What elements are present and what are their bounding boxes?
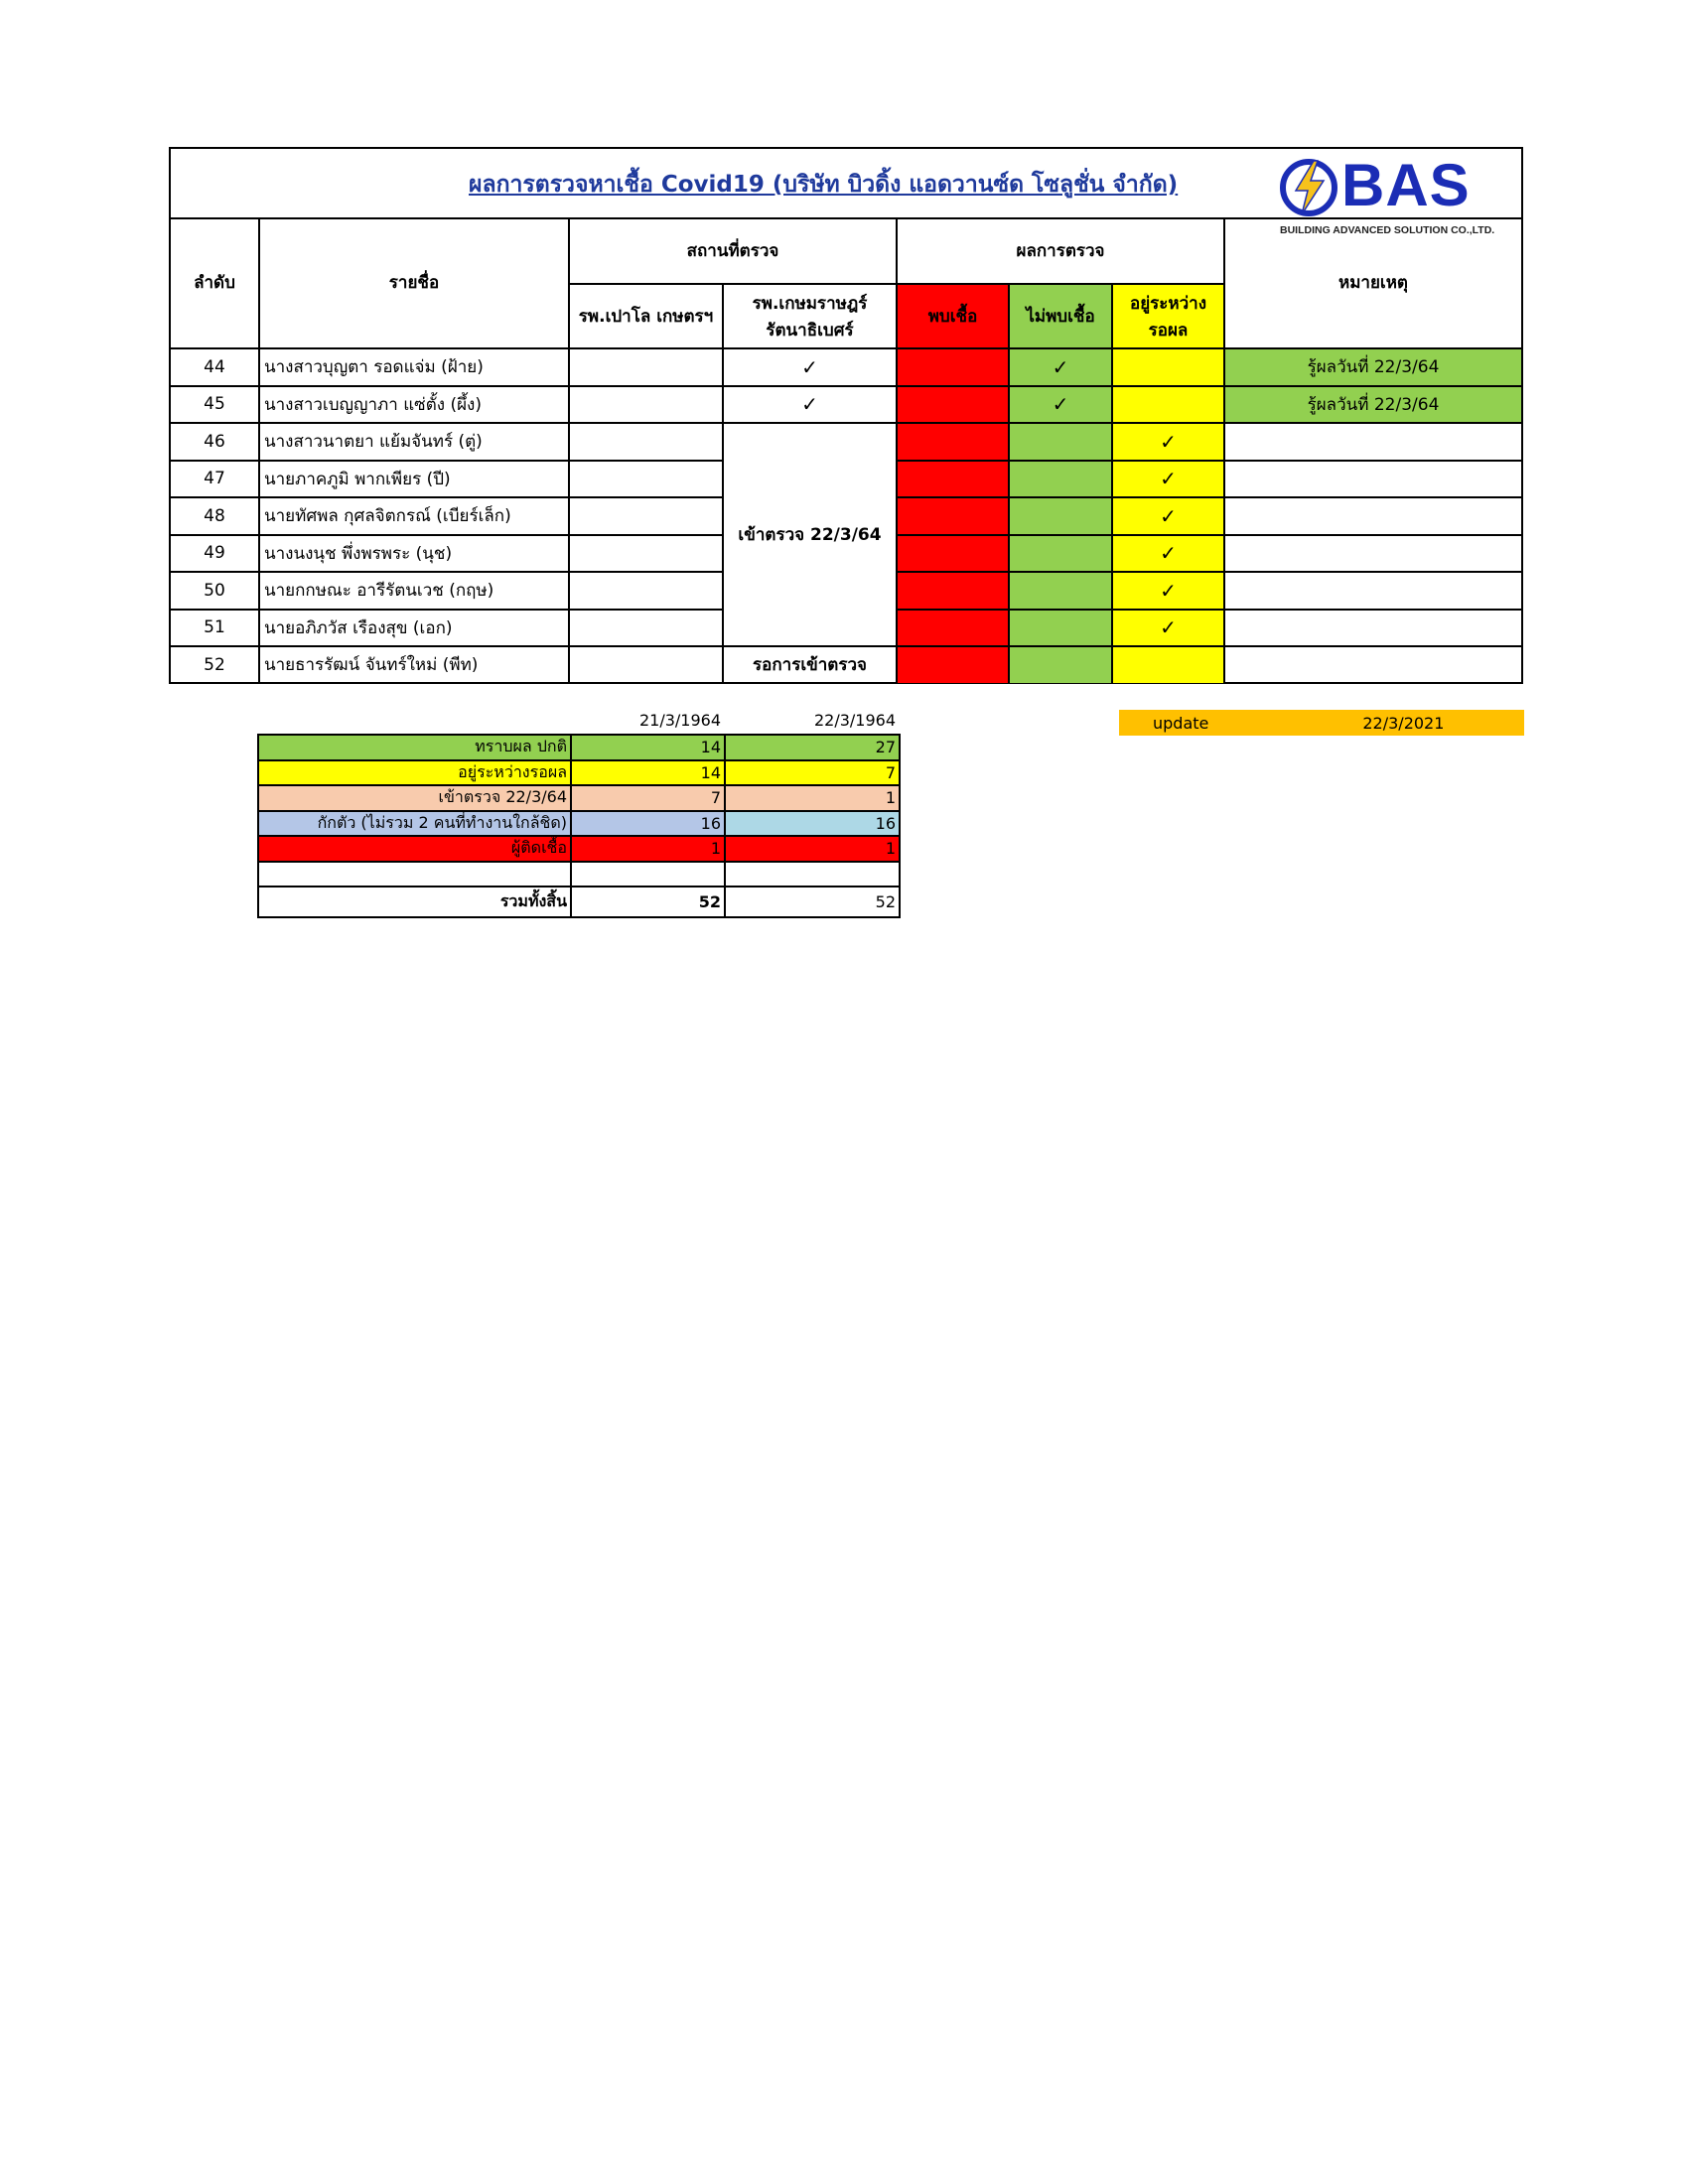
row-order: 51 — [171, 609, 258, 646]
summary-hline — [257, 759, 901, 761]
summary-hline — [257, 784, 901, 786]
summary-label — [258, 862, 571, 887]
summary-value-2: 27 — [725, 735, 900, 760]
row-note — [1223, 460, 1521, 497]
row-found — [896, 460, 1008, 497]
summary-date-1: 21/3/1964 — [638, 710, 721, 730]
row-not-found — [1008, 422, 1111, 460]
row-name: นายอภิภวัส เรืองสุข (เอก) — [258, 609, 568, 646]
summary-hline — [257, 886, 901, 887]
row-note — [1223, 571, 1521, 609]
row-place-1 — [568, 645, 722, 683]
row-found — [896, 534, 1008, 572]
row-place-1 — [568, 347, 722, 385]
row-order: 48 — [171, 496, 258, 534]
summary-value-2: 1 — [725, 836, 900, 862]
summary-hline — [257, 810, 901, 812]
header-result: ผลการตรวจ — [896, 217, 1223, 285]
row-order: 50 — [171, 571, 258, 609]
summary-value-1: 14 — [571, 760, 725, 786]
row-order: 44 — [171, 347, 258, 385]
row-note — [1223, 609, 1521, 646]
row-not-found — [1008, 534, 1111, 572]
header-not-found: ไม่พบเชื้อ — [1008, 285, 1111, 347]
update-value: 22/3/2021 — [1362, 713, 1445, 733]
logo-word: BAS — [1341, 152, 1471, 218]
header-order: ลำดับ — [194, 273, 235, 293]
summary-label: อยู่ระหว่างรอผล — [258, 760, 571, 786]
row-place-1 — [568, 385, 722, 423]
header-name: รายชื่อ — [258, 217, 568, 347]
merged-place-cell: เข้าตรวจ 22/3/64 — [722, 422, 896, 645]
logo-subtitle: BUILDING ADVANCED SOLUTION CO.,LTD. — [1280, 224, 1495, 236]
row-place-2-check: ✓ — [722, 385, 896, 423]
update-label: update — [1153, 713, 1209, 733]
update-bar — [1119, 710, 1524, 736]
row-found — [896, 645, 1008, 683]
row-not-found-check: ✓ — [1008, 385, 1111, 423]
header-place: สถานที่ตรวจ — [568, 217, 896, 285]
row-order: 47 — [171, 460, 258, 497]
row-name: นายทัศพล กุศลจิตกรณ์ (เบียร์เล็ก) — [258, 496, 568, 534]
summary-label: ผู้ติดเชื้อ — [258, 836, 571, 862]
row-not-found — [1008, 496, 1111, 534]
lightning-bolt-icon — [1278, 157, 1339, 218]
row-name: นายธารรัฒน์ จันทร์ใหม่ (พีท) — [258, 645, 568, 683]
row-name: นางสาวนาตยา แย้มจันทร์ (ตู่) — [258, 422, 568, 460]
header-note: หมายเหตุ — [1223, 217, 1521, 347]
row-place-2-check: ✓ — [722, 347, 896, 385]
summary-vline — [899, 735, 901, 917]
row-found — [896, 347, 1008, 385]
row-place-1 — [568, 534, 722, 572]
row-name: นายกกษณะ อารีรัตนเวช (กฤษ) — [258, 571, 568, 609]
row-found — [896, 571, 1008, 609]
row-name: นางนงนุช พึ่งพรพระ (นุช) — [258, 534, 568, 572]
row-place-1 — [568, 571, 722, 609]
row-waiting-check: ✓ — [1111, 496, 1223, 534]
row-waiting-check: ✓ — [1111, 571, 1223, 609]
summary-total-2: 52 — [875, 892, 896, 911]
row-note — [1223, 422, 1521, 460]
row-found — [896, 385, 1008, 423]
row-not-found — [1008, 460, 1111, 497]
row-place-1 — [568, 496, 722, 534]
header-found: พบเชื้อ — [896, 285, 1008, 347]
page-title: ผลการตรวจหาเชื้อ Covid19 (บริษัท บิวดิ้ง แอดวานซ์ด โซลูชั่น จำกัด) — [469, 172, 1179, 198]
row-place-2: รอการเข้าตรวจ — [722, 645, 896, 683]
summary-hline — [257, 835, 901, 837]
row-not-found — [1008, 645, 1111, 683]
summary-hline — [257, 734, 901, 736]
row-place-1 — [568, 609, 722, 646]
summary-value-1: 14 — [571, 735, 725, 760]
row-note — [1223, 645, 1521, 683]
summary-label: ทราบผล ปกติ — [258, 735, 571, 760]
row-waiting-check: ✓ — [1111, 422, 1223, 460]
summary-vline — [570, 735, 572, 917]
summary-value-2 — [725, 862, 900, 887]
row-note: รู้ผลวันที่ 22/3/64 — [1223, 347, 1521, 385]
row-note: รู้ผลวันที่ 22/3/64 — [1223, 385, 1521, 423]
summary-hline — [257, 916, 901, 918]
header-waiting: อยู่ระหว่าง รอผล — [1111, 285, 1223, 347]
row-place-1 — [568, 422, 722, 460]
summary-date-2: 22/3/1964 — [813, 710, 896, 730]
row-waiting-check: ✓ — [1111, 534, 1223, 572]
summary-value-2: 16 — [725, 811, 900, 837]
row-note — [1223, 496, 1521, 534]
row-note — [1223, 534, 1521, 572]
row-waiting — [1111, 645, 1223, 683]
summary-vline — [724, 735, 726, 917]
row-order: 49 — [171, 534, 258, 572]
row-waiting — [1111, 347, 1223, 385]
row-not-found — [1008, 571, 1111, 609]
summary-label: เข้าตรวจ 22/3/64 — [258, 785, 571, 811]
summary-label: กักตัว (ไม่รวม 2 คนที่ทำงานใกล้ชิด) — [258, 811, 571, 837]
row-not-found — [1008, 609, 1111, 646]
summary-value-1: 1 — [571, 836, 725, 862]
row-order: 46 — [171, 422, 258, 460]
summary-value-1 — [571, 862, 725, 887]
summary-value-1: 16 — [571, 811, 725, 837]
summary-hline — [257, 861, 901, 863]
header-place-1: รพ.เปาโล เกษตรฯ — [568, 285, 722, 347]
row-name: นางสาวบุญตา รอดแจ่ม (ฝ้าย) — [258, 347, 568, 385]
row-waiting-check: ✓ — [1111, 460, 1223, 497]
row-name: นายภาคภูมิ พากเพียร (ปี) — [258, 460, 568, 497]
header-place-2: รพ.เกษมราษฎร์ รัตนาธิเบศร์ — [722, 285, 896, 347]
row-order: 52 — [171, 645, 258, 683]
row-place-1 — [568, 460, 722, 497]
summary-value-2: 7 — [725, 760, 900, 786]
row-order: 45 — [171, 385, 258, 423]
summary-vline — [257, 735, 259, 917]
summary-total-1: 52 — [698, 892, 721, 911]
row-found — [896, 609, 1008, 646]
row-not-found-check: ✓ — [1008, 347, 1111, 385]
row-found — [896, 422, 1008, 460]
row-name: นางสาวเบญญาภา แซ่ตั้ง (ผึ้ง) — [258, 385, 568, 423]
summary-value-2: 1 — [725, 785, 900, 811]
row-waiting — [1111, 385, 1223, 423]
row-found — [896, 496, 1008, 534]
company-logo — [1278, 152, 1516, 236]
summary-value-1: 7 — [571, 785, 725, 811]
row-waiting-check: ✓ — [1111, 609, 1223, 646]
summary-total-label: รวมทั้งสิ้น — [499, 891, 567, 910]
title-row — [171, 149, 1521, 236]
covid-result-table — [169, 147, 1523, 684]
